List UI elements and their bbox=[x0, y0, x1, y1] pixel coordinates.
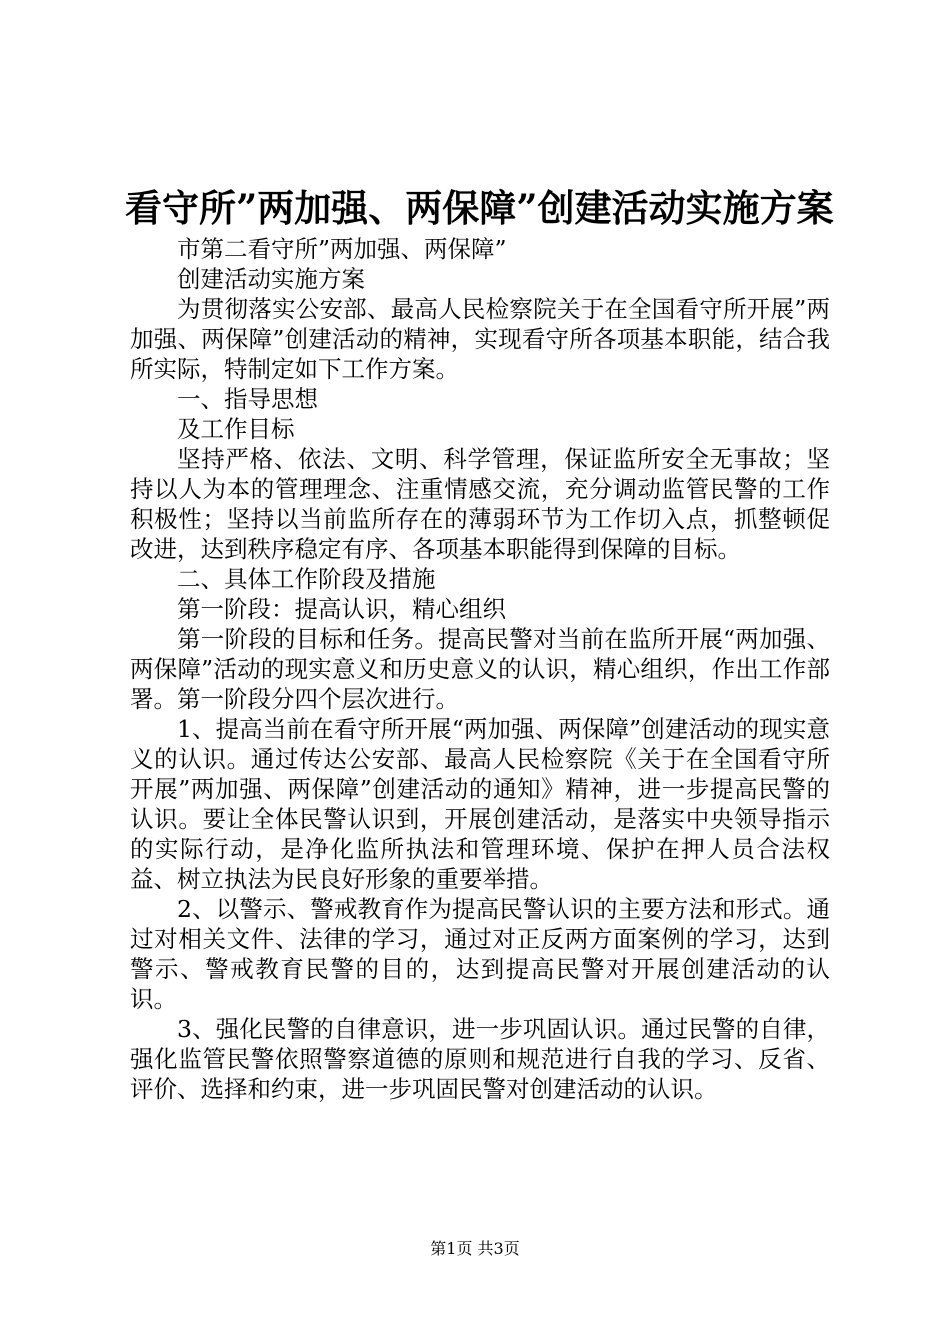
stage-heading-1: 第一阶段：提高认识，精心组织 bbox=[177, 595, 506, 623]
section-heading-2: 二、具体工作阶段及措施 bbox=[177, 565, 436, 593]
paragraph-intro: 为贯彻落实公安部、最高人民检察院关于在全国看守所开展”两加强、两保障”创建活动的精神，实现看守所各项基本职能，结合我所实际，特制定如下工作方案。 bbox=[130, 295, 830, 383]
section-heading-1-cont: 及工作目标 bbox=[177, 415, 295, 443]
paragraph-item-3: 3、强化民警的自律意识，进一步巩固认识。通过民警的自律，强化监管民警依照警察道德的原则和规范进行自我的学习、反省、评价、选择和约束，进一步巩固民警对创建活动的认识。 bbox=[130, 1015, 830, 1103]
document-body bbox=[130, 234, 830, 1104]
page-footer: 第1页 共3页 bbox=[430, 1239, 520, 1258]
paragraph-subtitle-1: 市第二看守所”两加强、两保障” bbox=[177, 235, 507, 263]
paragraph-subtitle-2: 创建活动实施方案 bbox=[177, 265, 365, 293]
paragraph-goals: 坚持严格、依法、文明、科学管理，保证监所安全无事故；坚持以人为本的管理理念、注重情感交流，充分调动监管民警的工作积极性；坚持以当前监所存在的薄弱环节为工作切入点，抓整顿促改进，达到秩序稳定有序、各项基本职能得到保障的目标。 bbox=[130, 445, 830, 563]
section-heading-1: 一、指导思想 bbox=[177, 385, 318, 413]
document-title: 看守所”两加强、两保障”创建活动实施方案 bbox=[125, 186, 834, 230]
paragraph-item-1: 1、提高当前在看守所开展“两加强、两保障”创建活动的现实意义的认识。通过传达公安部、最高人民检察院《关于在全国看守所开展”两加强、两保障”创建活动的通知》精神，进一步提高民警的认识。要让全体民警认识到，开展创建活动，是落实中央领导指示的实际行动，是净化监所执法和管理环境、保护在押人员合法权益、树立执法为民良好形象的重要举措。 bbox=[130, 715, 830, 893]
paragraph-item-2: 2、以警示、警戒教育作为提高民警认识的主要方法和形式。通过对相关文件、法律的学习，通过对正反两方面案例的学习，达到警示、警戒教育民警的目的，达到提高民警对开展创建活动的认识。 bbox=[130, 895, 830, 1013]
paragraph-stage-1: 第一阶段的目标和任务。提高民警对当前在监所开展“两加强、两保障”活动的现实意义和历史意义的认识，精心组织，作出工作部署。第一阶段分四个层次进行。 bbox=[130, 625, 830, 713]
